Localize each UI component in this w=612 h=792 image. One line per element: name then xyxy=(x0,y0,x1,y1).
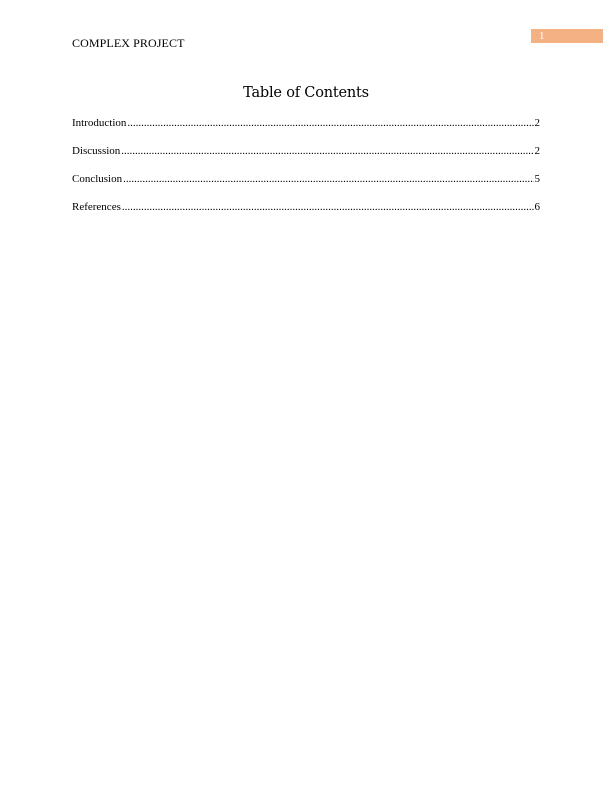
toc-dot-leader xyxy=(122,200,534,214)
running-header: COMPLEX PROJECT xyxy=(72,36,185,50)
toc-entry-page: 5 xyxy=(534,173,540,185)
toc-entry-discussion[interactable] xyxy=(72,144,540,172)
toc-entry-introduction[interactable] xyxy=(72,116,540,144)
toc-dot-leader xyxy=(127,116,533,130)
toc-dot-leader xyxy=(123,172,533,186)
toc-entry-label: References xyxy=(72,201,121,213)
toc-entry-conclusion[interactable] xyxy=(72,172,540,200)
page-number: 1 xyxy=(539,30,545,42)
toc-dot-leader xyxy=(121,144,533,158)
toc-heading: Table of Contents xyxy=(243,85,369,101)
toc-entry-page: 2 xyxy=(534,117,540,129)
toc-list xyxy=(72,116,540,228)
toc-entry-page: 2 xyxy=(534,145,540,157)
toc-entry-label: Conclusion xyxy=(72,173,123,185)
toc-entry-page: 6 xyxy=(534,201,540,213)
toc-entry-label: Discussion xyxy=(72,145,121,157)
toc-entry-references[interactable] xyxy=(72,200,540,228)
page-number-badge xyxy=(531,29,603,43)
toc-entry-label: Introduction xyxy=(72,117,127,129)
